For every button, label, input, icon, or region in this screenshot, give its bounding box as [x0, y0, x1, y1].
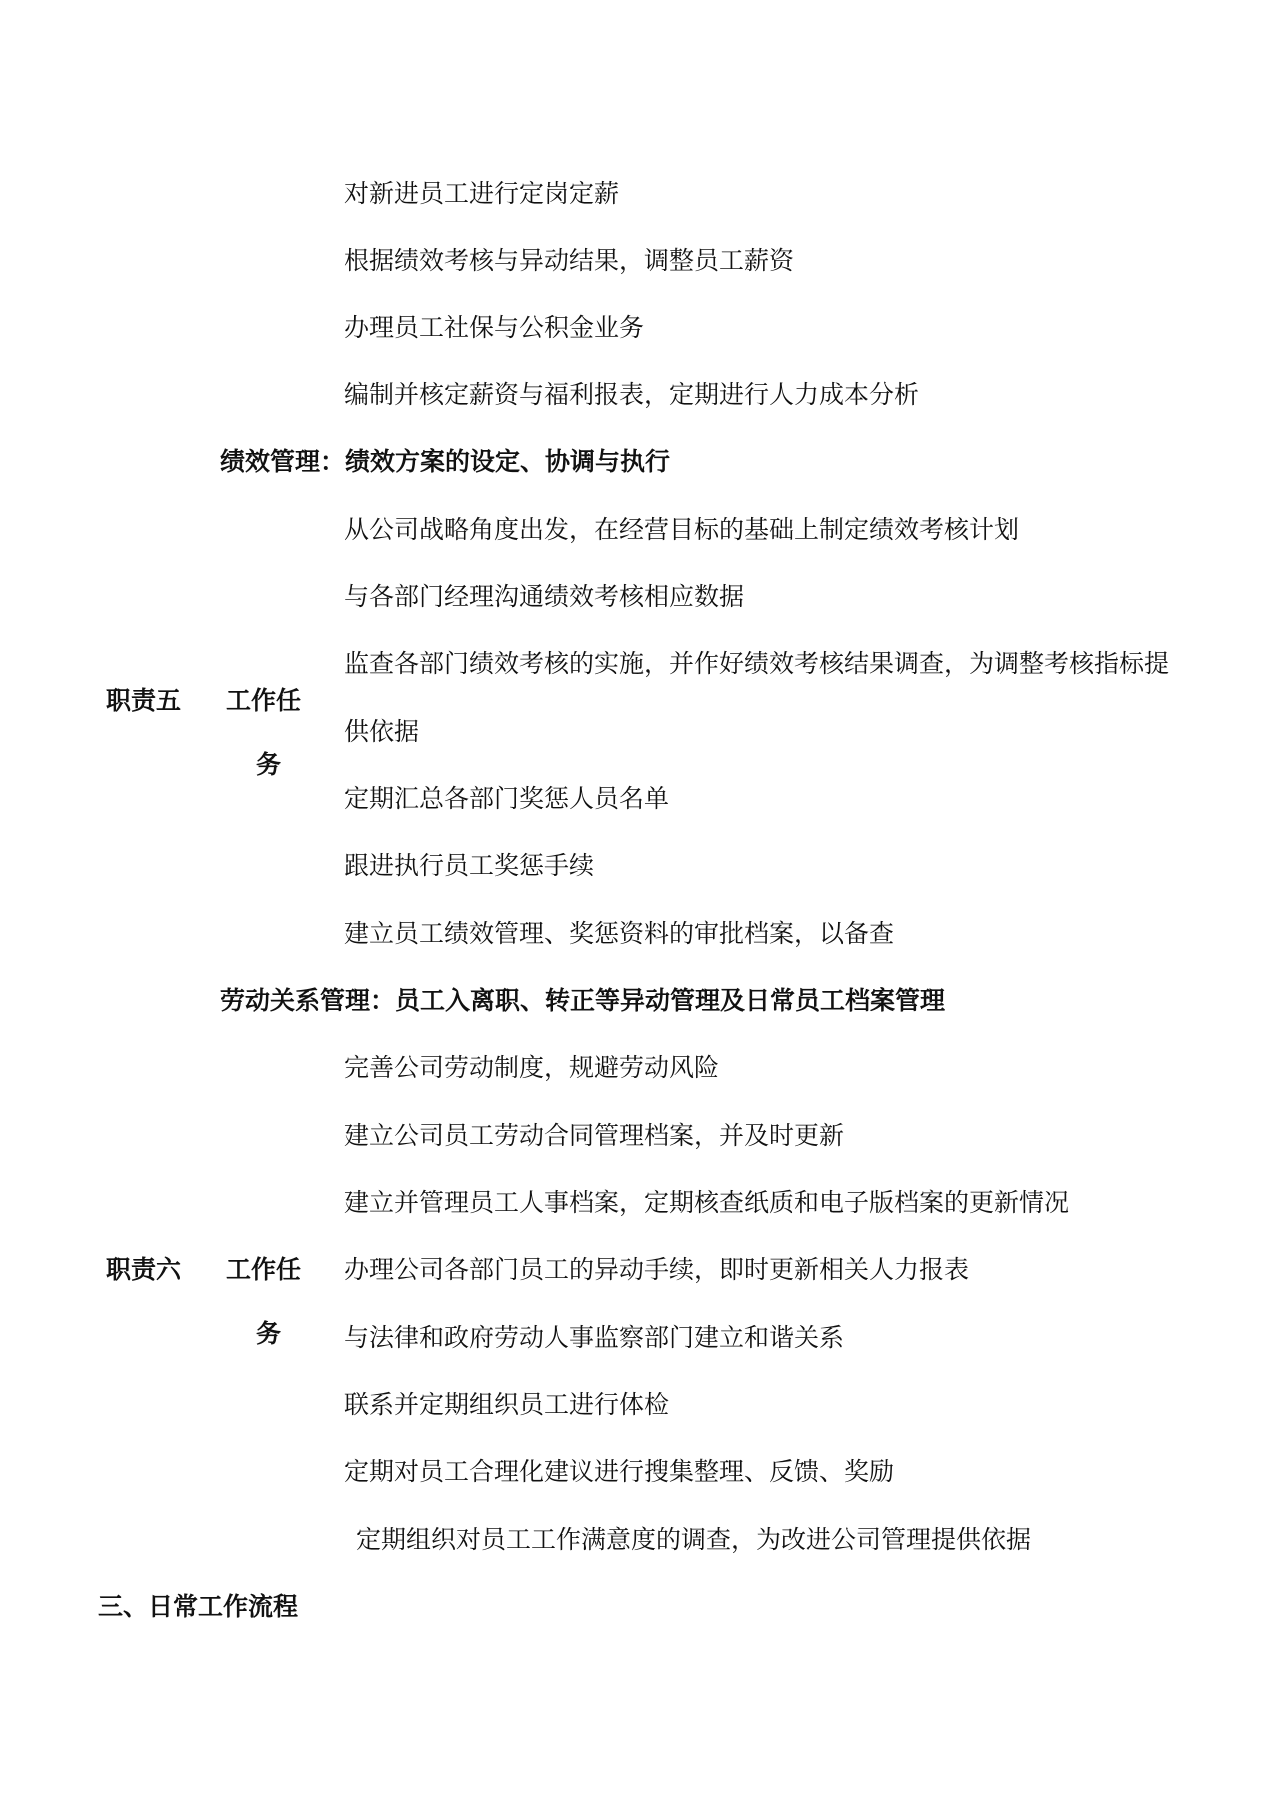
duty6-task-6: 联系并定期组织员工进行体检: [344, 1390, 670, 1419]
duty6-task-label: [226, 1254, 310, 1350]
duty5-task-label-part2: 务: [256, 750, 282, 779]
duty6-task-1: 完善公司劳动制度，规避劳动风险: [344, 1053, 720, 1082]
duty6-task-2: 建立公司员工劳动合同管理档案，并及时更新: [344, 1121, 845, 1150]
duty6-task-5: 与法律和政府劳动人事监察部门建立和谐关系: [344, 1323, 845, 1352]
duty5-heading: 绩效管理：绩效方案的设定、协调与执行: [220, 447, 671, 476]
duty5-task-label: [226, 685, 310, 781]
section-title-daily-workflow: 三、日常工作流程: [98, 1592, 299, 1621]
duty5-task-3-continued: 供依据: [344, 717, 420, 746]
duty6-task-label-part1: 工作任: [226, 1255, 302, 1284]
compensation-task-4: 编制并核定薪资与福利报表，定期进行人力成本分析: [344, 380, 920, 409]
duty5-task-label-part1: 工作任: [226, 686, 302, 715]
duty5-task-3: 监查各部门绩效考核的实施，并作好绩效考核结果调查，为调整考核指标提: [344, 649, 1170, 678]
duty6-task-4: 办理公司各部门员工的异动手续，即时更新相关人力报表: [344, 1255, 970, 1284]
duty5-task-1: 从公司战略角度出发，在经营目标的基础上制定绩效考核计划: [344, 515, 1020, 544]
duty6-label: 职责六: [106, 1255, 182, 1284]
duty6-task-7: 定期对员工合理化建议进行搜集整理、反馈、奖励: [344, 1457, 895, 1486]
duty5-task-6: 建立员工绩效管理、奖惩资料的审批档案，以备查: [344, 919, 895, 948]
duty6-task-8: 定期组织对员工工作满意度的调查，为改进公司管理提供依据: [356, 1525, 1032, 1554]
duty5-task-5: 跟进执行员工奖惩手续: [344, 851, 595, 880]
compensation-task-2: 根据绩效考核与异动结果，调整员工薪资: [344, 246, 795, 275]
duty5-task-4: 定期汇总各部门奖惩人员名单: [344, 784, 670, 813]
duty5-label: 职责五: [106, 686, 182, 715]
duty6-task-3: 建立并管理员工人事档案，定期核查纸质和电子版档案的更新情况: [344, 1188, 1070, 1217]
compensation-task-1: 对新进员工进行定岗定薪: [344, 179, 620, 208]
duty5-task-2: 与各部门经理沟通绩效考核相应数据: [344, 582, 745, 611]
duty6-task-label-part2: 务: [256, 1319, 282, 1348]
duty6-heading: 劳动关系管理：员工入离职、转正等异动管理及日常员工档案管理: [220, 986, 946, 1015]
compensation-task-3: 办理员工社保与公积金业务: [344, 313, 645, 342]
